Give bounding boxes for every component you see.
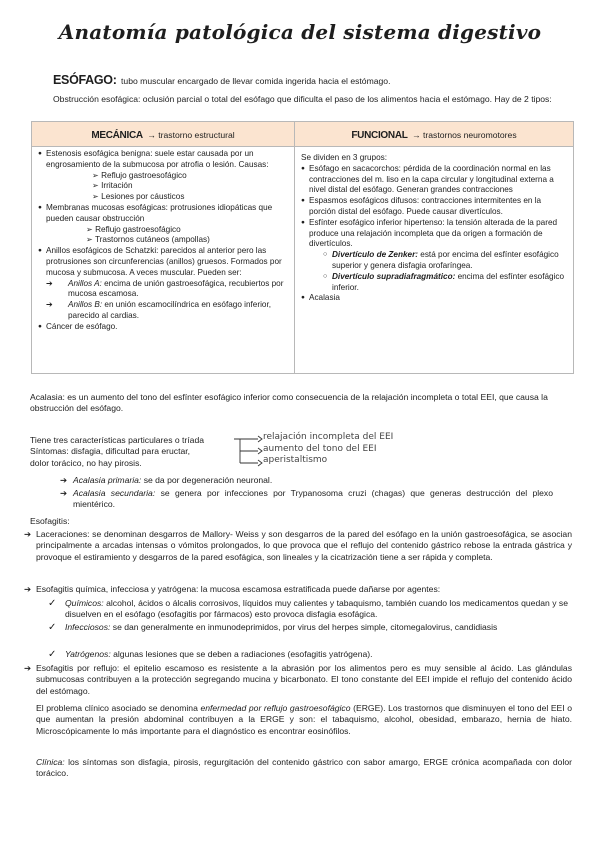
funcional-header — [295, 122, 574, 147]
triada-item: relajación incompleta del EEI — [263, 432, 394, 442]
list-item: ● Esfínter esofágico inferior hipertenso: la tensión alterada de la pared produce una relajación incompleta que da origen a formación de divertículos. — [301, 218, 567, 250]
list-item: ● Cáncer de esófago. — [38, 322, 288, 333]
list-item: ● Membranas mucosas esofágicas: protrusiones idiopáticas que pueden causar obstrucción — [38, 203, 288, 225]
list-item: ● Esófago en sacacorchos: pérdida de la coordinación normal en las contracciones del m. liso en la capa circular y longitudinal externa a nivel distal del esófago. Generan grandes contracciones — [301, 164, 567, 196]
yatrogenos-item: ✓ Yatrógenos: algunas lesiones que se deben a radiaciones (esofagitis yatrógena). — [48, 649, 373, 660]
page-title: Anatomía patológica del sistema digestivo — [58, 20, 542, 44]
list-item: ● Anillos esofágicos de Schatzki: parecidos al anterior pero las protrusiones son circunferencias (anillos) gruesos. Formados por mucosa y submucosa. A veces muscular. Pueden ser: — [38, 246, 288, 278]
causa-item: ➢ Reflujo gastroesofágico — [92, 170, 187, 180]
anillo-b-item: ➔ Anillos B: en unión escamocilíndrica en esófago inferior, parecido al cardias. — [46, 300, 272, 320]
clinica-paragraph: Clínica: los síntomas son disfagia, pirosis, regurgitación del contenido gástrico con sabor amargo, ERGE crónica acompañada con dolor torácico. — [36, 757, 572, 779]
list-item: ● Acalasia — [301, 293, 567, 304]
sintomas-line-2: dolor torácico, no hay pirosis. — [30, 457, 142, 468]
infecciosos-item: ✓ Infecciosos: se dan generalmente en inmunodeprimidos, por virus del herpes simple, citomegalovirus, candidiasis — [48, 622, 498, 633]
membrana-item: ➢ Trastornos cutáneos (ampollas) — [86, 235, 210, 245]
acalasia-primaria: ➔ Acalasia primaria: se da por degeneración neuronal. — [60, 475, 273, 485]
obstruction-table — [31, 121, 574, 374]
funcional-title: FUNCIONAL — [351, 130, 408, 141]
triada-item: aperistaltismo — [263, 455, 328, 465]
triada-handwritten — [263, 432, 433, 467]
triada-line: Tiene tres características particulares o tríada — [30, 435, 205, 445]
bracket-arrows-icon — [232, 432, 264, 472]
funcional-cell — [295, 147, 574, 374]
triada-block — [30, 435, 260, 469]
esofago-intro — [53, 71, 573, 89]
quimicos-item: ✓ Químicos: alcohol, ácidos o álcalis corrosivos, líquidos muy calientes y tabaquismo, también cuando los medicamentos quedan y se disuelven en el esófago (esofagitis por fármacos) esto provoca disfagia esofágica. — [48, 598, 568, 620]
esofago-definition: tubo muscular encargado de llevar comida ingerida hacia el estómago. — [121, 76, 391, 86]
list-item: ● Estenosis esofágica benigna: suele estar causada por un engrosamiento de la submucosa por atrofia o lesión. Causas: — [38, 149, 288, 171]
membrana-item: ➢ Reflujo gastroesofágico — [86, 224, 181, 234]
quimica-item: ➔ Esofagitis química, infecciosa y yatrógena: la mucosa escamosa estratificada puede dañarse por agentes: — [24, 584, 441, 594]
triada-item: aumento del tono del EEI — [263, 443, 377, 454]
esofago-heading: ESÓFAGO: — [53, 73, 117, 87]
mecanica-title: MECÁNICA — [91, 130, 143, 141]
supradiafragmatico-item: ○ Divertículo supradiafragmático: encima del esfínter esofágico inferior. — [323, 271, 565, 292]
causa-item: ➢ Lesiones por cáusticos — [92, 192, 185, 202]
causa-item: ➢ Irritación — [92, 181, 133, 191]
zenker-item: ○ Divertículo de Zenker: está por encima del esfínter esofágico superior y genera disfagia orofaríngea. — [323, 250, 559, 270]
acalasia-definition: Acalasia: es un aumento del tono del esfínter esofágico inferior como consecuencia de la relajación incompleta o total EEI, que causa la obstrucción del esófago. — [30, 392, 548, 414]
funcional-subtitle: → trastornos neuromotores — [412, 130, 517, 140]
sintomas-line: Síntomas: disfagia, dificultad para eructar, — [30, 446, 191, 457]
reflujo-item: ➔ Esofagitis por reflujo: el epitelio escamoso es resistente a la abrasión por los alimentos pero es muy sensible al ácido. Las glándulas submucosas contribuyen a la protección segregando mucina y bicarbonato. El tono constante del EEI impide el reflujo del contenido ácido del estómago. — [24, 663, 572, 696]
acalasia-secundaria: ➔ Acalasia secundaria: se genera por infecciones por Trypanosoma cruzi (chagas) que generas destrucción del plexo mientérico. — [60, 488, 553, 510]
mecanica-header — [32, 122, 295, 147]
mecanica-subtitle: → trastorno estructural — [147, 130, 235, 140]
mecanica-cell — [32, 147, 295, 374]
esofagitis-heading: Esofagitis: — [30, 516, 70, 526]
erge-paragraph: El problema clínico asociado se denomina enfermedad por reflujo gastroesofágico (ERGE). Los trastornos que disminuyen el tono del EEI o que aumentan la presión abdominal contribuyen a la ERGE y son: el tabaquismo, alcohol, obesidad, embarazo, hernia de hiato. Microscópicamente lo más importante para el diagnóstico es encontrar eosinófilos. — [36, 703, 573, 736]
anillo-a-item: ➔ Anillos A: encima de unión gastroesofágica, recubiertos por mucosa escamosa. — [46, 278, 284, 299]
obstruccion-text: Obstrucción esofágica: oclusión parcial o total del esófago que dificulta el paso de los alimentos hacia el estómago. Hay de 2 tipos: — [53, 94, 552, 104]
funcional-intro: Se dividen en 3 grupos: — [301, 153, 388, 162]
laceraciones-item: ➔ Laceraciones: se denominan desgarros de Mallory- Weiss y son desgarros de la pared del esófago en la unión gastroesofágica, se asocian principalmente a arcadas intensas o vómitos prolongados, lo que provoca que el reflujo del contenido gástrico rebose la entrada gástrica y provoque el estiramiento y desgarros de la pared esofágica, son lineales y la cicatrización tiene a ser rápida y completa. — [24, 529, 572, 562]
list-item: ● Espasmos esofágicos difusos: contracciones intermitentes en la porción distal del esófago. Puede causar divertículos. — [301, 196, 567, 218]
